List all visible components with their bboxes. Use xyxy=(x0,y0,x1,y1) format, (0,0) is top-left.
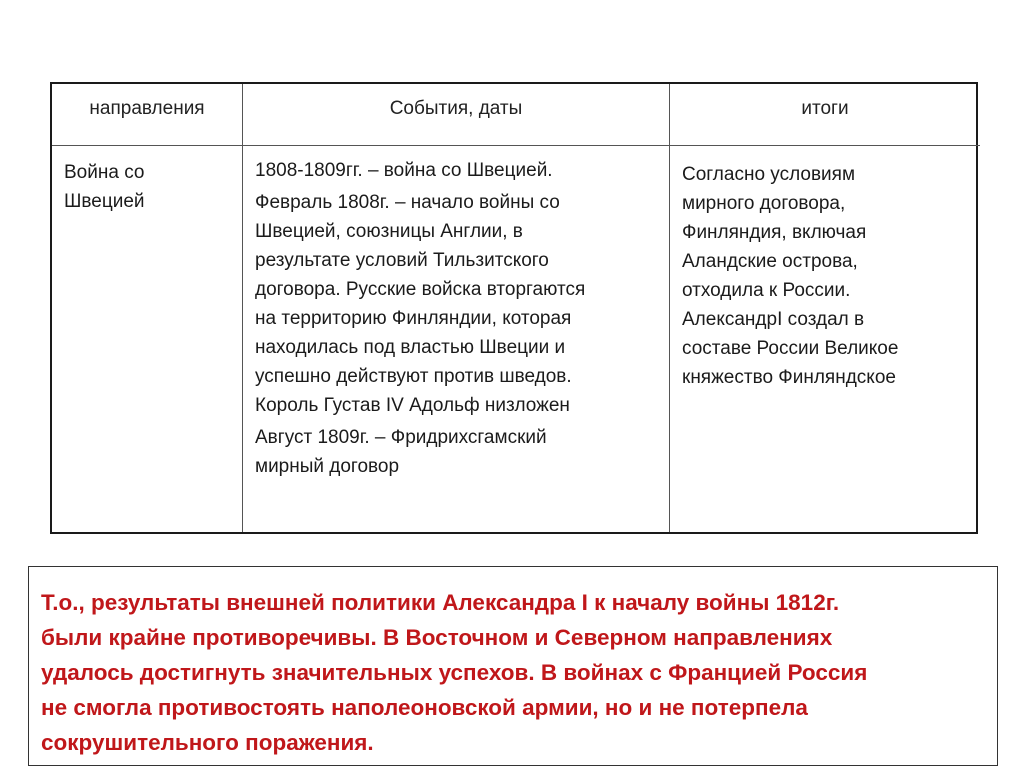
result-line: Финляндия, включая xyxy=(682,222,867,243)
direction-line: Швецией xyxy=(64,191,145,212)
result-line: княжество Финляндское xyxy=(682,367,896,388)
result-line: отходила к России. xyxy=(682,280,851,301)
conclusion-box xyxy=(28,566,998,766)
result-line: мирного договора, xyxy=(682,193,846,214)
conclusion-line: были крайне противоречивы. В Восточном и Северном направлениях xyxy=(41,625,833,650)
results-cell xyxy=(670,146,980,532)
event-line: мирный договор xyxy=(255,456,400,477)
event-line: находилась под властью Швеции и xyxy=(255,337,566,358)
events-cell xyxy=(243,146,670,532)
event-line: договора. Русские войска вторгаются xyxy=(255,279,586,300)
result-line: составе России Великое xyxy=(682,338,899,359)
event-line: Король Густав IV Адольф низложен xyxy=(255,395,570,416)
event-line: на территорию Финляндии, которая xyxy=(255,308,572,329)
conclusion-line: Т.о., результаты внешней политики Александра I к началу войны 1812г. xyxy=(41,590,840,615)
event-paragraph xyxy=(255,423,659,481)
history-table xyxy=(50,82,978,534)
result-line: АлександрI создал в xyxy=(682,309,865,330)
event-line: результате условий Тильзитского xyxy=(255,250,549,271)
event-line: Февраль 1808г. – начало войны со xyxy=(255,192,560,213)
event-paragraph xyxy=(255,156,659,185)
header-directions: направления xyxy=(52,84,243,146)
event-line: Август 1809г. – Фридрихсгамский xyxy=(255,427,547,448)
event-line: успешно действуют против шведов. xyxy=(255,366,572,387)
event-paragraph xyxy=(255,188,659,420)
header-events-dates: События, даты xyxy=(243,84,670,146)
direction-line: Война со xyxy=(64,162,145,183)
conclusion-line: не смогла противостоять наполеоновской армии, но и не потерпела xyxy=(41,695,808,720)
result-line: Аландские острова, xyxy=(682,251,858,272)
header-results: итоги xyxy=(670,84,980,146)
event-line: 1808-1809гг. – война со Швецией. xyxy=(255,160,553,181)
conclusion-line: сокрушительного поражения. xyxy=(41,730,374,755)
result-line: Согласно условиям xyxy=(682,164,856,185)
event-line: Швецией, союзницы Англии, в xyxy=(255,221,523,242)
direction-cell xyxy=(52,146,243,532)
conclusion-line: удалось достигнуть значительных успехов. В войнах с Францией Россия xyxy=(41,660,868,685)
